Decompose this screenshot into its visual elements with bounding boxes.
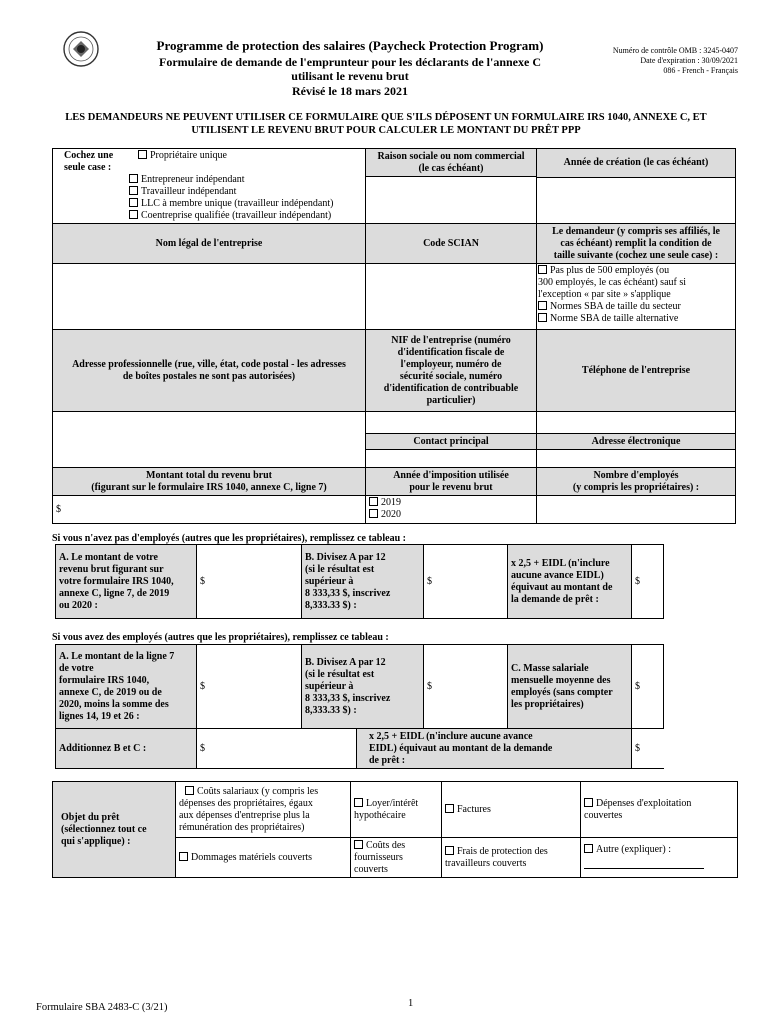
form-subtitle: Formulaire de demande de l'emprunteur pour les déclarants de l'annexe C utilisant le revenu brut: [159, 55, 541, 83]
annee-creation-field[interactable]: [537, 178, 735, 214]
no-emp-a-label: A. Le montant de votre revenu brut figurant sur votre formulaire IRS 1040, annexe C, ligne 7, de 2019 ou 2020 :: [56, 545, 197, 619]
nom-legal-field[interactable]: [53, 264, 366, 330]
loan-purpose-label: Objet du prêt (sélectionnez tout ce qui s'applique) :: [53, 782, 176, 878]
purpose-payroll[interactable]: Coûts salariaux (y compris les dépenses des propriétaires, égaux aux dépenses d'entreprise plus la rémunération des propriétaires): [176, 782, 351, 838]
with-emp-a-label: A. Le montant de la ligne 7 de votre formulaire IRS 1040, annexe C, de 2019 ou de 2020, moins la somme des lignes 14, 19 et 26 :: [56, 645, 197, 729]
with-emp-c-label: C. Masse salariale mensuelle moyenne des employés (sans compter les propriétaires): [508, 645, 632, 729]
checkbox-coentreprise[interactable]: [129, 210, 138, 219]
annee-options: 2019 2020: [366, 496, 537, 524]
page-number: 1: [408, 998, 414, 1009]
montant-field[interactable]: $: [53, 496, 366, 524]
telephone-label: Téléphone de l'entreprise: [537, 330, 736, 412]
form-title: Programme de protection des salaires (Paycheck Protection Program): [156, 38, 544, 53]
sba-seal-logo: [62, 30, 100, 68]
no-employees-table: [55, 544, 664, 619]
with-emp-final-label: x 2,5 + EIDL (n'inclure aucune avance EIDL) équivaut au montant de la demande de prêt :: [357, 729, 632, 769]
with-emp-b-label: B. Divisez A par 12 (si le résultat est supérieur à 8 333,33 $, inscrivez 8,333.33 $) :: [302, 645, 424, 729]
purpose-suppliers[interactable]: Coûts des fournisseurs couverts: [351, 838, 442, 878]
checkbox-loyer[interactable]: [354, 798, 363, 807]
checkbox-500-employes[interactable]: [538, 265, 547, 274]
purpose-property[interactable]: Dommages matériels couverts: [176, 838, 351, 878]
size-standard-label: Le demandeur (y compris ses affiliés, le cas échéant) remplit la condition de taille suivante (cochez une seule case) :: [537, 224, 736, 264]
purpose-mortgage[interactable]: Loyer/intérêt hypothécaire: [351, 782, 442, 838]
nif-field[interactable]: [366, 412, 537, 434]
checkbox-proprietaire[interactable]: [138, 150, 147, 159]
checkbox-factures[interactable]: [445, 804, 454, 813]
purpose-operations[interactable]: Dépenses d'exploitation couvertes: [581, 782, 738, 838]
no-emp-c-label: x 2,5 + EIDL (n'inclure aucune avance EIDL) équivaut au montant de la demande de prêt :: [508, 545, 632, 619]
eligibility-warning: LES DEMANDEURS NE PEUVENT UTILISER CE FORMULAIRE QUE S'ILS DÉPOSENT UN FORMULAIRE IRS 1040, ANNEXE C, ET UTILISENT LE REVENU BRUT POUR CALCULER LE MONTANT DU PRÊT PPP: [65, 112, 707, 136]
checkbox-dommages[interactable]: [179, 852, 188, 861]
checkbox-protection[interactable]: [445, 846, 454, 855]
telephone-field[interactable]: [537, 412, 736, 434]
contact-field[interactable]: [366, 450, 537, 468]
nombre-employes-field[interactable]: [537, 496, 736, 524]
raison-sociale-field[interactable]: [366, 177, 536, 213]
checkbox-llc[interactable]: [129, 198, 138, 207]
raison-sociale-label: Raison sociale ou nom commercial (le cas échéant): [366, 149, 536, 177]
purpose-other[interactable]: Autre (expliquer) :: [581, 838, 738, 878]
contact-label: Contact principal: [366, 434, 537, 450]
adresse-label: Adresse professionnelle (rue, ville, état, code postal - les adresses de boîtes postales ne sont pas autorisées): [53, 330, 366, 412]
additionnez-field[interactable]: $: [197, 729, 357, 769]
loan-purpose-table: [52, 781, 738, 878]
annee-imposition-label: Année d'imposition utilisée pour le revenu brut: [366, 468, 537, 496]
nif-label: NIF de l'entreprise (numéro d'identification fiscale de l'employeur, numéro de sécurité sociale, numéro d'identification de contribuable particulier): [366, 330, 537, 412]
with-employees-table: [55, 644, 664, 769]
checkbox-autre[interactable]: [584, 844, 593, 853]
checkbox-2020[interactable]: [369, 509, 378, 518]
no-emp-b-field[interactable]: $: [424, 545, 508, 619]
checkbox-travailleur[interactable]: [129, 186, 138, 195]
omb-info: Numéro de contrôle OMB : 3245-0407 Date d'expiration : 30/09/2021 086 - French - Français: [612, 46, 738, 75]
additionnez-label: Additionnez B et C :: [56, 729, 197, 769]
email-label: Adresse électronique: [537, 434, 736, 450]
no-emp-a-field[interactable]: $: [197, 545, 302, 619]
nombre-employes-label: Nombre d'employés (y compris les propriétaires) :: [537, 468, 736, 496]
with-emp-a-field[interactable]: $: [197, 645, 302, 729]
email-field[interactable]: [537, 450, 736, 468]
montant-label: Montant total du revenu brut (figurant sur le formulaire IRS 1040, annexe C, ligne 7): [53, 468, 366, 496]
with-employees-title: Si vous avez des employés (autres que les propriétaires), remplissez ce tableau :: [52, 632, 389, 643]
business-type-cell: Cochez une seule case : Propriétaire unique Entrepreneur indépendant Travailleur indépendant LLC à membre unique (travailleur indépendant) Coentreprise qualifiée (travailleur indépendant): [53, 149, 366, 224]
applicant-info-table: [52, 148, 736, 524]
code-scian-label: Code SCIAN: [366, 224, 537, 264]
revision-date: Révisé le 18 mars 2021: [292, 84, 408, 98]
checkbox-normes-secteur[interactable]: [538, 301, 547, 310]
checkbox-depenses-exploitation[interactable]: [584, 798, 593, 807]
no-employees-title: Si vous n'avez pas d'employés (autres que les propriétaires), remplissez ce tableau :: [52, 533, 406, 544]
code-scian-field[interactable]: [366, 264, 537, 330]
with-emp-b-field[interactable]: $: [424, 645, 508, 729]
checkbox-couts-salariaux[interactable]: [185, 786, 194, 795]
checkbox-entrepreneur[interactable]: [129, 174, 138, 183]
adresse-field[interactable]: [53, 412, 366, 468]
with-emp-final-field[interactable]: $: [632, 729, 664, 769]
other-explain-line[interactable]: [584, 858, 704, 869]
with-emp-c-field[interactable]: $: [632, 645, 664, 729]
no-emp-b-label: B. Divisez A par 12 (si le résultat est supérieur à 8 333,33 $, inscrivez 8,333.33 $) :: [302, 545, 424, 619]
form-number: Formulaire SBA 2483-C (3/21): [36, 1002, 168, 1013]
checkbox-norme-alternative[interactable]: [538, 313, 547, 322]
nom-legal-label: Nom légal de l'entreprise: [53, 224, 366, 264]
checkbox-fournisseurs[interactable]: [354, 840, 363, 849]
annee-creation-label: Année de création (le cas échéant): [537, 149, 735, 178]
size-options: Pas plus de 500 employés (ou 300 employés, le cas échéant) sauf si l'exception « par site » s'applique Normes SBA de taille du secteur Norme SBA de taille alternative: [537, 264, 736, 330]
checkbox-2019[interactable]: [369, 497, 378, 506]
purpose-utilities[interactable]: Factures: [442, 782, 581, 838]
purpose-protection[interactable]: Frais de protection des travailleurs couverts: [442, 838, 581, 878]
no-emp-c-field[interactable]: $: [632, 545, 664, 619]
